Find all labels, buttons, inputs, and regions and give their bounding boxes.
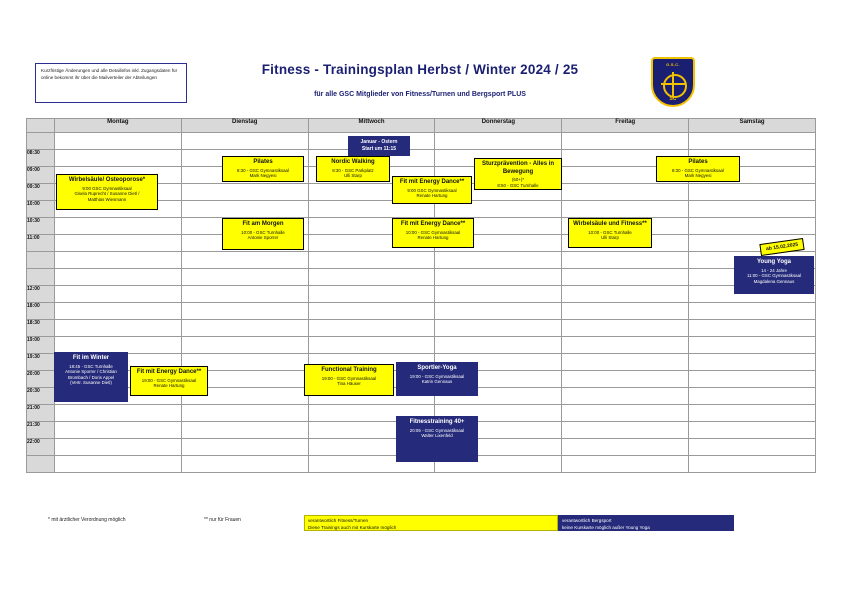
slot[interactable] <box>181 269 308 286</box>
col-head-empty <box>27 119 55 133</box>
slot[interactable] <box>689 320 816 337</box>
event-line: 8:50 - GSC Turnhalle <box>497 182 539 188</box>
event-title: Fit am Morgen <box>242 221 284 227</box>
event-title: Nordic Walking <box>331 159 375 165</box>
slot[interactable] <box>562 201 689 218</box>
table-row <box>27 269 816 286</box>
event-line: Renate Hartung <box>416 193 448 198</box>
slot[interactable] <box>689 388 816 405</box>
event-title: Pilates <box>253 159 273 165</box>
event-line: Antonie Sporrer <box>247 235 279 240</box>
event-line: 8:30 - GSC Gymnastiksaal <box>237 167 289 173</box>
slot[interactable] <box>562 269 689 286</box>
cross-horizontal-icon <box>661 83 685 85</box>
event-pilates-dienstag[interactable] <box>222 156 304 182</box>
table-row <box>27 303 816 320</box>
time-label <box>27 133 55 150</box>
tag-ab-datum: ab 15.02.2025 <box>759 238 804 256</box>
event-pilates-freitag[interactable] <box>656 156 740 182</box>
table-row <box>27 286 816 303</box>
slot[interactable] <box>562 439 689 456</box>
event-title: Young Yoga <box>757 259 791 265</box>
legend-line-2: keine Kurskarte möglich außer Young Yoga <box>562 524 650 530</box>
event-line: Brombach / Doris Appel <box>67 374 115 380</box>
table-row <box>27 320 816 337</box>
col-head-freitag: Freitag <box>562 119 689 133</box>
slot[interactable] <box>562 456 689 473</box>
slot[interactable] <box>54 422 181 439</box>
banner-line-1: Januar - Ostern <box>360 139 398 145</box>
banner-line-2: Start um 11:15 <box>361 145 397 152</box>
event-line: Magdalena Gennaus <box>753 278 795 284</box>
event-line: 19:00 - GSC Gymnastiksaal <box>141 377 197 383</box>
slot[interactable] <box>689 456 816 473</box>
legend-bergsport <box>558 515 734 531</box>
time-label: 09:30 <box>27 184 55 201</box>
time-label: 11:00 <box>27 235 55 252</box>
event-title: Pilates <box>688 159 708 165</box>
slot[interactable] <box>689 371 816 388</box>
slot[interactable] <box>54 337 181 354</box>
event-line: 19:00 - GSC Gymnastiksaal <box>321 375 377 381</box>
gsc-club-logo <box>651 57 695 107</box>
time-label: 19:00 <box>27 337 55 354</box>
event-title: Fit im Winter <box>72 355 110 361</box>
slot[interactable] <box>181 456 308 473</box>
time-label: 20:30 <box>27 388 55 405</box>
event-fit-am-morgen[interactable] <box>222 218 304 250</box>
slot[interactable] <box>435 286 562 303</box>
slot[interactable] <box>562 405 689 422</box>
event-title: Fit mit Energy Dance** <box>400 221 466 227</box>
slot[interactable] <box>54 456 181 473</box>
event-line: (60+)* <box>511 177 525 182</box>
slot[interactable] <box>181 286 308 303</box>
logo-top-text: G.S.C. <box>666 62 680 67</box>
event-title: Fitnesstraining 40+ <box>409 419 465 425</box>
event-title: Sturzprävention - Alles in Bewegung <box>481 161 555 175</box>
event-line: Renate Hartung <box>417 235 449 240</box>
slot[interactable] <box>181 133 308 150</box>
event-fit-mit-energy-dance-mittwoch-9[interactable] <box>392 176 472 204</box>
event-title: Fit mit Energy Dance** <box>399 179 465 185</box>
event-line: Tina Häuser <box>337 381 361 386</box>
event-line: Mark Negyesi <box>684 173 712 178</box>
event-line: Matthias Wiesmann <box>87 196 127 202</box>
time-label <box>27 269 55 286</box>
event-line: Ulli Starp <box>344 173 362 178</box>
page-title: Fitness - Trainingsplan Herbst / Winter 2024 / 25 <box>261 62 579 77</box>
time-label: 21:00 <box>27 405 55 422</box>
logo-bottom-text: SC <box>669 96 677 102</box>
table-header-row <box>27 119 816 133</box>
slot[interactable] <box>308 320 435 337</box>
footnote-double-star: ** nur für Frauen <box>204 517 241 523</box>
event-title: Sportler-Yoga <box>417 365 457 371</box>
time-label: 08:30 <box>27 150 55 167</box>
slot[interactable] <box>689 405 816 422</box>
col-head-montag: Montag <box>54 119 181 133</box>
slot[interactable] <box>689 303 816 320</box>
event-line: (Vertr. Susanne Dietl) <box>70 380 112 385</box>
slot[interactable] <box>562 371 689 388</box>
slot[interactable] <box>562 388 689 405</box>
event-line: 10:00 - GSC Gymnastiksaal <box>405 229 461 235</box>
slot[interactable] <box>181 320 308 337</box>
event-line: 11:00 - GSC Gymnastiksaal <box>746 273 802 278</box>
event-title: Functional Training <box>321 367 377 373</box>
event-functional-training[interactable] <box>304 364 394 396</box>
slot[interactable] <box>689 201 816 218</box>
slot[interactable] <box>54 439 181 456</box>
slot[interactable] <box>435 252 562 269</box>
col-head-dienstag: Dienstag <box>181 119 308 133</box>
slot[interactable] <box>54 269 181 286</box>
legend-fitness-turnen <box>304 515 558 531</box>
slot[interactable] <box>308 252 435 269</box>
event-fit-mit-energy-dance-mittwoch-10[interactable] <box>392 218 474 248</box>
slot[interactable] <box>181 184 308 201</box>
event-line: 9:00 GSC Gymnastiksaal <box>407 187 457 193</box>
event-fit-im-winter[interactable] <box>54 352 128 402</box>
time-label: 12:00 <box>27 286 55 303</box>
event-line: Mark Negyesi <box>249 173 277 178</box>
time-label: 21:30 <box>27 422 55 439</box>
col-head-samstag: Samstag <box>689 119 816 133</box>
event-line: Ulli Starp <box>601 235 619 240</box>
slot[interactable] <box>54 133 181 150</box>
slot[interactable] <box>435 133 562 150</box>
event-line: 10:00 - GSC Turnhalle <box>241 229 285 235</box>
event-line: Gisela Ruprecht / Susanne Dietl / <box>74 191 140 196</box>
event-line: 8:30 - GSC Parkplatz <box>332 167 374 173</box>
col-head-mittwoch: Mittwoch <box>308 119 435 133</box>
slot[interactable] <box>689 422 816 439</box>
slot[interactable] <box>562 184 689 201</box>
slot[interactable] <box>308 286 435 303</box>
slot[interactable] <box>54 150 181 167</box>
event-fit-mit-energy-dance-montag[interactable] <box>130 366 208 396</box>
event-nordic-walking[interactable] <box>316 156 390 182</box>
event-sturzpraevention[interactable] <box>474 158 562 190</box>
slot[interactable] <box>181 303 308 320</box>
slot[interactable] <box>308 269 435 286</box>
time-label: 22:00 <box>27 439 55 456</box>
slot[interactable] <box>562 337 689 354</box>
slot[interactable] <box>562 354 689 371</box>
event-line: Antonie Sporrer / Christian <box>65 369 117 374</box>
slot[interactable] <box>689 439 816 456</box>
footer <box>26 515 816 541</box>
slot[interactable] <box>181 252 308 269</box>
slot[interactable] <box>181 405 308 422</box>
slot[interactable] <box>54 235 181 252</box>
event-title: Wirbelsäule/ Osteoporose* <box>68 177 146 183</box>
time-label: 20:00 <box>27 371 55 388</box>
slot[interactable] <box>689 337 816 354</box>
legend-line-1: verantwortlich Bergsport <box>562 518 612 523</box>
event-wirbelsaeule-osteoporose[interactable] <box>56 174 158 210</box>
slot[interactable] <box>54 252 181 269</box>
slot[interactable] <box>435 320 562 337</box>
slot[interactable] <box>689 354 816 371</box>
col-head-donnerstag: Donnerstag <box>435 119 562 133</box>
time-label <box>27 252 55 269</box>
slot[interactable] <box>562 133 689 150</box>
event-line: 14 - 24 Jahre <box>761 267 787 273</box>
event-line: Katrin Gennaus <box>421 379 453 384</box>
slot[interactable] <box>562 320 689 337</box>
table-row <box>27 337 816 354</box>
event-sportler-yoga[interactable] <box>396 362 478 396</box>
legend-line-2: Diese Trainings auch mit Kurskarte möglich <box>308 524 397 530</box>
slot[interactable] <box>562 422 689 439</box>
event-line: 18:45 - GSC Turnhalle <box>69 363 113 369</box>
time-label: 09:00 <box>27 167 55 184</box>
event-wirbelsaeule-und-fitness[interactable] <box>568 218 652 248</box>
slot[interactable] <box>689 133 816 150</box>
slot[interactable] <box>181 337 308 354</box>
note-text: Kurzfristige Änderungen und alle Detailinfos inkl. Zugangsdaten für online bekommt ihr über die Mailverteiler der Abteilungen <box>41 68 178 80</box>
schedule-grid <box>26 118 816 510</box>
slot[interactable] <box>562 252 689 269</box>
slot[interactable] <box>435 303 562 320</box>
time-label: 18:00 <box>27 303 55 320</box>
slot[interactable] <box>435 337 562 354</box>
footnote-single-star: * mit ärztlicher Verordnung möglich <box>48 517 126 523</box>
time-label <box>27 456 55 473</box>
slot[interactable] <box>562 286 689 303</box>
time-label: 10:30 <box>27 218 55 235</box>
slot[interactable] <box>181 422 308 439</box>
event-title: Wirbelsäule und Fitness** <box>573 221 647 227</box>
event-title: Fit mit Energy Dance** <box>136 369 202 375</box>
slot[interactable] <box>54 320 181 337</box>
slot[interactable] <box>308 337 435 354</box>
event-line: Walter Lixenfeld <box>421 433 453 438</box>
event-young-yoga[interactable] <box>734 256 814 294</box>
slot[interactable] <box>54 218 181 235</box>
event-line: 8:30 - GSC Gymnastiksaal <box>672 167 724 173</box>
slot[interactable] <box>435 269 562 286</box>
page-subtitle: für alle GSC Mitglieder von Fitness/Turnen und Bergsport PLUS <box>314 91 526 98</box>
slot[interactable] <box>181 439 308 456</box>
table-row <box>27 133 816 150</box>
slot[interactable] <box>181 201 308 218</box>
slot[interactable] <box>54 405 181 422</box>
event-line: 10:00 - GSC Turnhalle <box>588 229 632 235</box>
slot[interactable] <box>308 303 435 320</box>
time-label: 18:30 <box>27 320 55 337</box>
event-line: 20:05 - GSC Gymnastiksaal <box>409 427 465 433</box>
time-label: 19:30 <box>27 354 55 371</box>
note-box <box>35 63 187 103</box>
table-row <box>27 252 816 269</box>
event-fitnesstraining-40plus[interactable] <box>396 416 478 462</box>
time-label: 10:00 <box>27 201 55 218</box>
slot[interactable] <box>689 184 816 201</box>
legend-line-1: verantwortlich Fitness/Turnen <box>308 518 369 523</box>
ring-icon <box>663 74 687 98</box>
event-line: Renate Hartung <box>153 383 185 388</box>
slot[interactable] <box>54 286 181 303</box>
slot[interactable] <box>689 218 816 235</box>
event-line: 19:00 - GSC Gymnastiksaal <box>409 373 465 379</box>
banner-januar-ostern <box>348 136 410 156</box>
event-line: 9:00 GSC Gymnastiksaal <box>82 185 132 191</box>
slot[interactable] <box>562 303 689 320</box>
slot[interactable] <box>54 303 181 320</box>
